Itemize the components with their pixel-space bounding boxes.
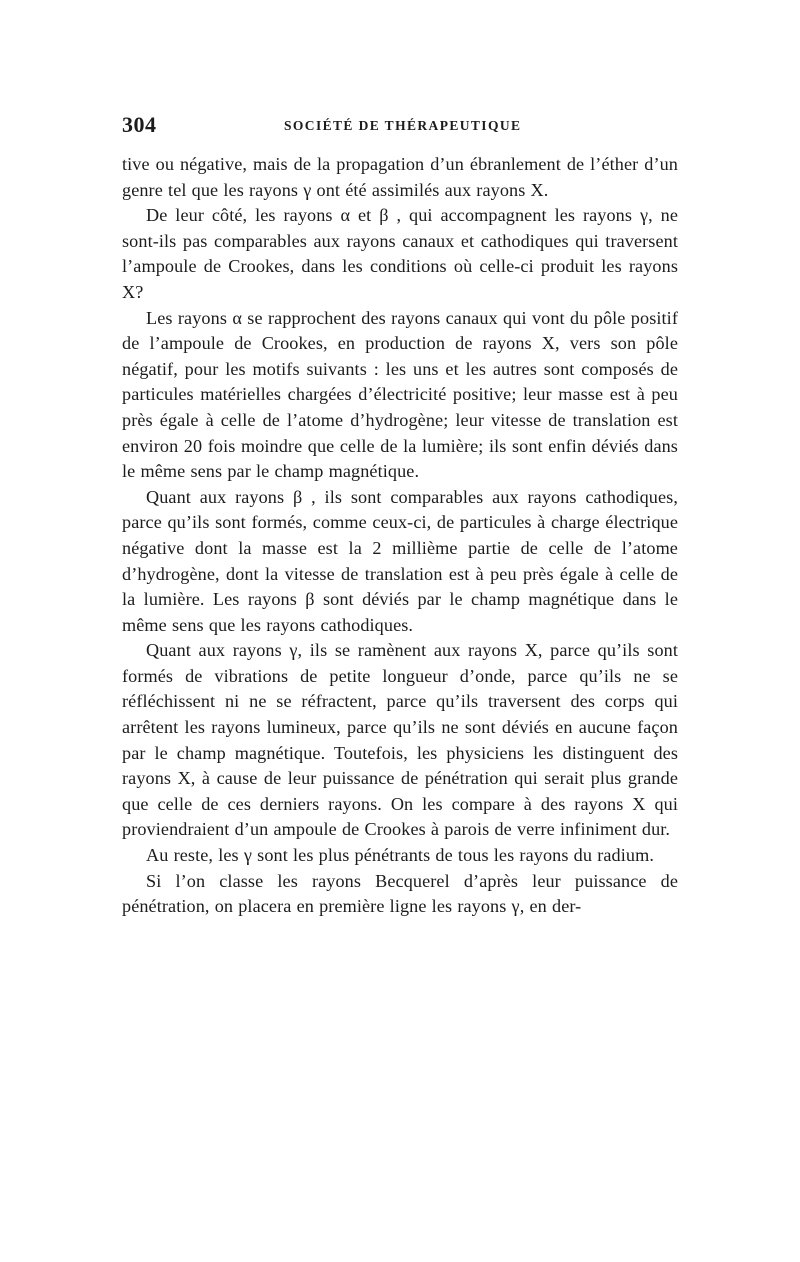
paragraph-alpha-rays: Les rayons α se rapprochent des rayons canaux qui vont du pôle positif de l’ampoule de Crookes, en production de rayons X, vers son pôle négatif, pour les motifs suivants : les uns et les autres sont composés de particules matérielles chargées d’électricité positive; leur masse est à peu près égale à celle de l’atome d’hydrogène; leur vitesse de translation est environ 20 fois moindre que celle de la lumière; ils sont enfin déviés dans le même sens par le champ magnétique. — [122, 307, 678, 482]
paragraph-alpha-beta-question: De leur côté, les rayons α et β , qui accompagnent les rayons γ, ne sont-ils pas comparables aux rayons canaux et cathodiques qui traversent l’ampoule de Crookes, dans les conditions où celle-ci produit les rayons X? — [122, 205, 678, 302]
paragraph-beta-rays: Quant aux rayons β , ils sont comparables aux rayons cathodiques, parce qu’ils sont formés, comme ceux-ci, de particules à charge électrique négative dont la masse est la 2 millième partie de celle de l’atome d’hydrogène, dont la vitesse de translation est à peu près égale à celle de la lumière. Les rayons β sont déviés par le champ magnétique dans le même sens que les rayons cathodiques. — [122, 486, 678, 635]
running-head: SOCIÉTÉ DE THÉRAPEUTIQUE — [284, 118, 522, 133]
paragraph-continuation: tive ou négative, mais de la propagation d’un ébranlement de l’éther d’un genre tel que les rayons γ ont été assimilés aux rayons X. — [122, 154, 678, 200]
paragraph-gamma-rays: Quant aux rayons γ, ils se ramènent aux rayons X, parce qu’ils sont formés de vibrations de petite longueur d’onde, parce qu’ils ne se réfléchissent ni ne se réfractent, parce qu’ils traversent des corps qui arrêtent les rayons lumineux, parce qu’ils ne sont déviés en aucune façon par le champ magnétique. Toutefois, les physiciens les distinguent des rayons X, à cause de leur puissance de pénétration qui serait plus grande que celle de ces derniers rayons. On les compare à des rayons X qui proviendraient d’un ampoule de Crookes à parois de verre infiniment dur. — [122, 640, 678, 840]
paragraph-classification: Si l’on classe les rayons Becquerel d’après leur puissance de pénétration, on placera en première ligne les rayons γ, en der- — [122, 870, 678, 917]
page-header — [122, 112, 680, 146]
paragraph-penetration: Au reste, les γ sont les plus pénétrants de tous les rayons du radium. — [146, 845, 654, 866]
body-text — [122, 152, 678, 920]
page-number: 304 — [122, 112, 157, 137]
